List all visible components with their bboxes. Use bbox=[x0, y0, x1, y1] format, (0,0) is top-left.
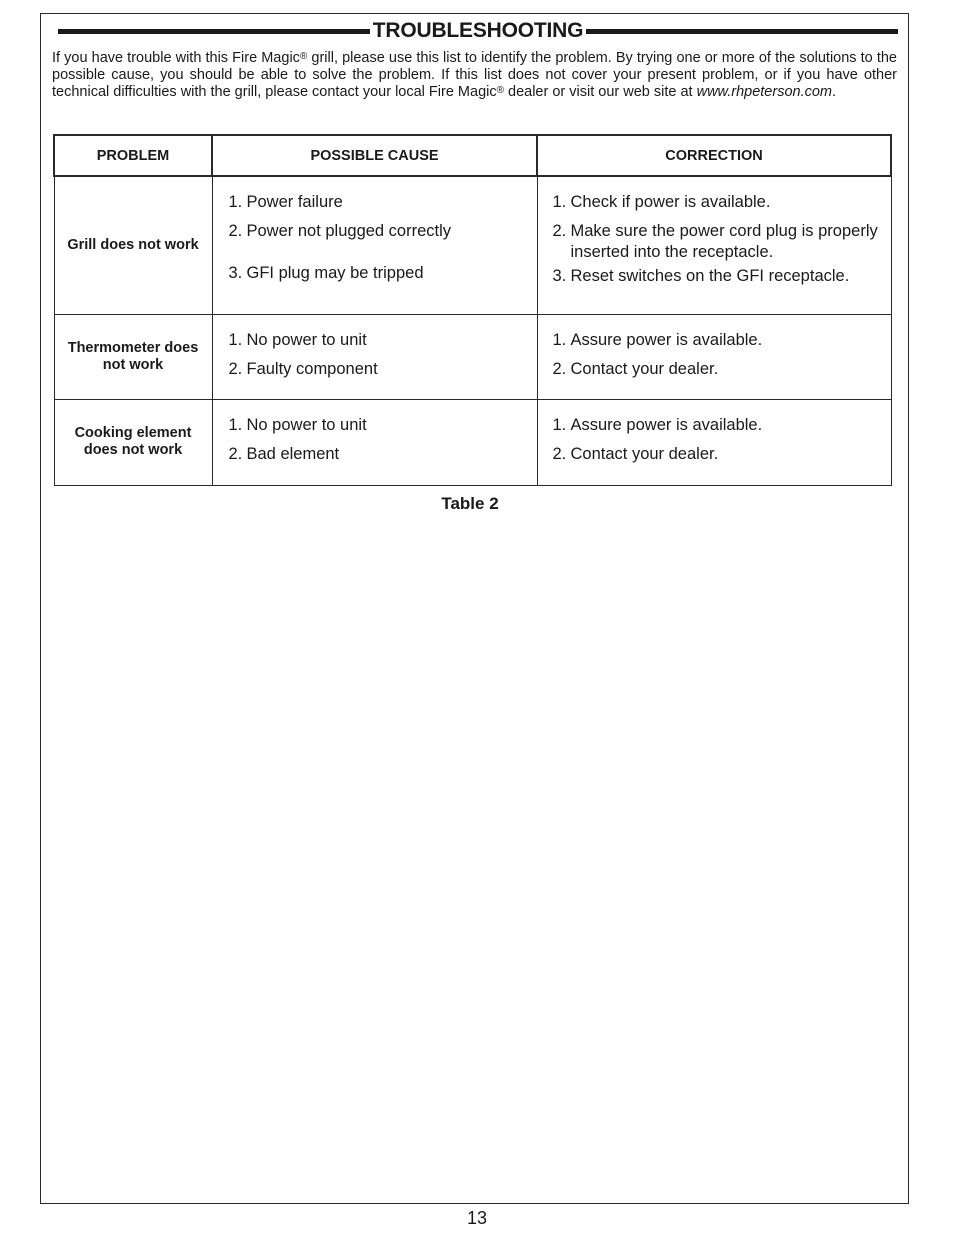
correction-cell bbox=[537, 314, 891, 399]
list-item: 2. Power not plugged correctly bbox=[228, 222, 452, 240]
cause-list bbox=[213, 177, 537, 284]
table-caption bbox=[0, 494, 954, 514]
list-item: 1. Assure power is available. bbox=[552, 330, 763, 349]
table-header-row bbox=[54, 135, 891, 176]
header-problem: PROBLEM bbox=[54, 135, 212, 176]
list-item: 3. GFI plug may be tripped bbox=[228, 264, 424, 282]
list-item: 2. Bad element bbox=[228, 444, 340, 463]
intro-text-1: If you have trouble with this Fire Magic bbox=[52, 50, 300, 66]
page-number: 13 bbox=[466, 1208, 488, 1228]
list-item: 2. Make sure the power cord plug is properly inserted into the receptacle. bbox=[552, 222, 878, 261]
heading-title: TROUBLESHOOTING bbox=[372, 19, 584, 42]
intro-text-3: dealer or visit our web site at bbox=[503, 84, 697, 100]
cause-cell bbox=[212, 176, 537, 314]
cause-cell bbox=[212, 314, 537, 399]
correction-cell bbox=[537, 176, 891, 314]
table-row bbox=[54, 399, 891, 485]
heading-rule-right bbox=[586, 29, 898, 34]
website-link[interactable]: www.rhpeterson.com bbox=[696, 84, 832, 100]
registered-mark: ® bbox=[496, 85, 504, 96]
table-caption-text: Table 2 bbox=[441, 494, 499, 513]
problem-cell: Thermometer does not work bbox=[54, 314, 212, 399]
header-correction: CORRECTION bbox=[537, 135, 891, 176]
registered-mark: ® bbox=[299, 51, 308, 62]
list-item: 2. Contact your dealer. bbox=[552, 359, 719, 378]
correction-list bbox=[538, 315, 891, 380]
header-possible-cause: POSSIBLE CAUSE bbox=[212, 135, 537, 176]
cause-cell bbox=[212, 399, 537, 485]
table-row bbox=[54, 176, 891, 314]
list-item: 2. Contact your dealer. bbox=[552, 444, 719, 463]
intro-text-2: grill, please use this list to identify the problem. By trying one or more of the solutions to the possible cause, you should be able to solve the problem. If this list does not cover your present problem, or if you have other technical difficulties with the grill, please contact your local Fire Magic bbox=[52, 50, 897, 100]
intro-text-end: . bbox=[832, 84, 837, 100]
list-item: 2. Faulty component bbox=[228, 359, 378, 378]
section-heading bbox=[58, 17, 898, 45]
cause-list bbox=[213, 315, 537, 380]
list-item: 1. No power to unit bbox=[228, 330, 367, 349]
problem-cell: Grill does not work bbox=[54, 176, 212, 314]
table-row bbox=[54, 314, 891, 399]
list-item: 1. Check if power is available. bbox=[552, 193, 771, 211]
list-item: 3. Reset switches on the GFI receptacle. bbox=[552, 267, 850, 285]
heading-rule-left bbox=[58, 29, 370, 34]
correction-list bbox=[538, 400, 891, 465]
correction-list bbox=[538, 177, 891, 287]
troubleshooting-table bbox=[53, 134, 892, 486]
correction-cell bbox=[537, 399, 891, 485]
list-item: 1. Assure power is available. bbox=[552, 415, 763, 434]
intro-paragraph bbox=[52, 49, 897, 101]
list-item: 1. No power to unit bbox=[228, 415, 367, 434]
cause-list bbox=[213, 400, 537, 465]
list-item: 1. Power failure bbox=[228, 193, 343, 211]
problem-cell: Cooking element does not work bbox=[54, 399, 212, 485]
